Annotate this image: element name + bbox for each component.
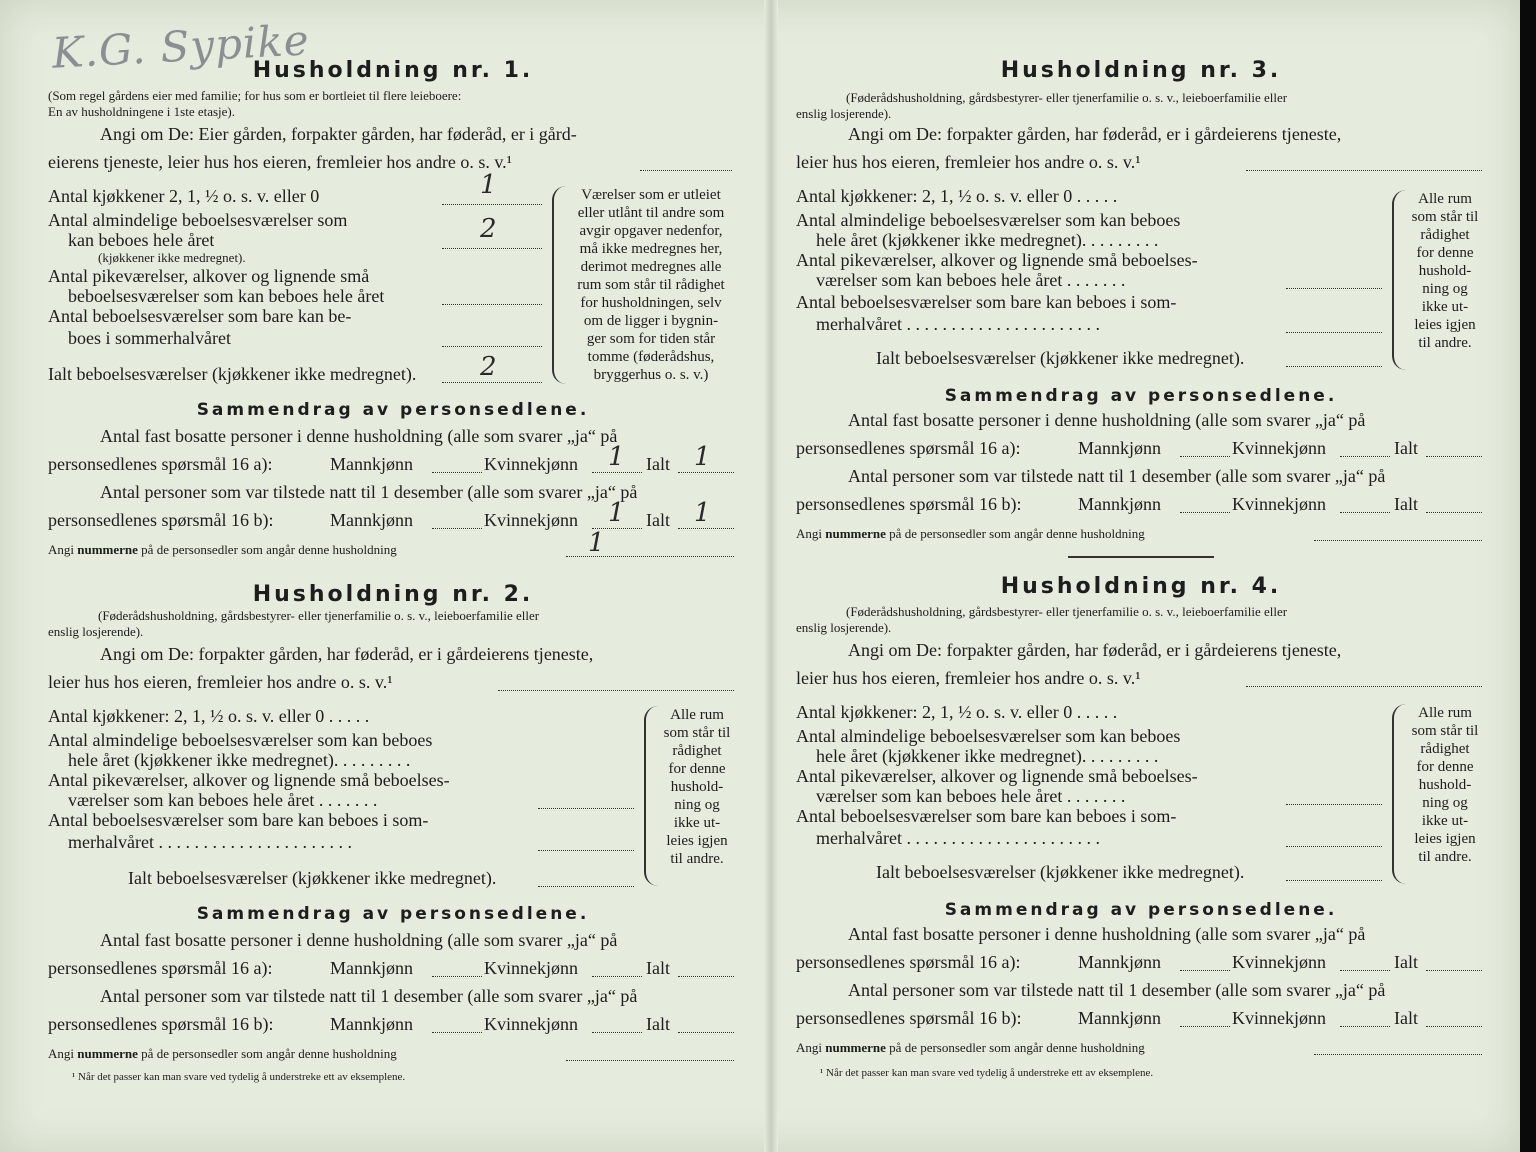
household-4-maid-line-1: Antal pikeværelser, alkover og lignende små beboelses- bbox=[796, 766, 1198, 786]
nummerne-prefix: Angi bbox=[796, 526, 822, 541]
side-note-line: Alle rum bbox=[1418, 191, 1472, 207]
household-1-q16a-ialt-answer: 1 bbox=[694, 442, 711, 472]
household-2-q16b-ialt-fill[interactable] bbox=[678, 1032, 734, 1033]
household-2-q16a-kvinne-label: Kvinnekjønn bbox=[484, 958, 578, 978]
household-3-q16a-line-1: Antal fast bosatte personer i denne husholdning (alle som svarer „ja“ på bbox=[848, 410, 1366, 430]
household-4-q16a-kvinne-label: Kvinnekjønn bbox=[1232, 952, 1326, 972]
side-note-line: ikke ut- bbox=[1421, 813, 1469, 829]
side-note-line: som står til bbox=[1411, 723, 1479, 739]
household-1-summer-fill[interactable] bbox=[442, 346, 542, 347]
household-2-angi-fill[interactable] bbox=[498, 690, 734, 691]
nummerne-bold: nummerne bbox=[825, 1040, 886, 1055]
household-2-q16a-line-2: personsedlenes spørsmål 16 a): bbox=[48, 958, 273, 978]
household-1-q16a-line-2: personsedlenes spørsmål 16 a): bbox=[48, 454, 273, 474]
household-4-q16b-line-2: personsedlenes spørsmål 16 b): bbox=[796, 1008, 1022, 1028]
nummerne-suffix: på de personsedler som angår denne husholdning bbox=[141, 1046, 397, 1061]
household-1-kitchens-answer: 1 bbox=[480, 170, 497, 200]
household-3-maid-line-2: værelser som kan beboes hele året . . . . . . . bbox=[816, 270, 1126, 290]
household-1-rooms-note: (kjøkkener ikke medregnet). bbox=[98, 250, 246, 265]
household-3-q16a-line-2: personsedlenes spørsmål 16 a): bbox=[796, 438, 1021, 458]
side-note-line: ikke ut- bbox=[673, 815, 721, 831]
household-2-summary-title: Sammendrag av personsedlene. bbox=[196, 904, 590, 924]
household-3-nummerne-fill[interactable] bbox=[1314, 540, 1482, 541]
household-3-note-line-1: (Føderådshusholdning, gårdsbestyrer- eller tjenerfamilie o. s. v., leieboerfamilie eller bbox=[846, 90, 1288, 105]
side-note-line: ger som for tiden står bbox=[586, 331, 716, 347]
household-2-q16a-mann-fill[interactable] bbox=[432, 976, 482, 977]
household-2-maid-line-1: Antal pikeværelser, alkover og lignende små beboelses- bbox=[48, 770, 450, 790]
household-4-title: Husholdning nr. 4. bbox=[1000, 574, 1282, 599]
side-note-line: ning og bbox=[1422, 281, 1468, 297]
household-2-q16b-ialt-label: Ialt bbox=[646, 1014, 670, 1034]
household-4-q16b-kvinne-fill[interactable] bbox=[1340, 1026, 1390, 1027]
household-2-angi-line-1: Angi om De: forpakter gården, har føderåd, er i gårdeierens tjeneste, bbox=[100, 644, 594, 664]
household-4-angi-line-2: leier hus hos eieren, fremleier hos andre o. s. v.¹ bbox=[796, 668, 1141, 688]
side-note-line: for denne bbox=[668, 761, 726, 777]
household-4-kitchens: Antal kjøkkener: 2, 1, ½ o. s. v. eller 0 . . . . . bbox=[796, 702, 1118, 722]
nummerne-bold: nummerne bbox=[77, 1046, 138, 1061]
nummerne-prefix: Angi bbox=[48, 1046, 74, 1061]
household-2-nummerne-fill[interactable] bbox=[566, 1060, 734, 1061]
side-note-line: om de ligger i bygnin- bbox=[583, 313, 719, 329]
household-4-q16a-ialt-label: Ialt bbox=[1394, 952, 1418, 972]
household-4-rooms-line-1: Antal almindelige beboelsesværelser som kan beboes bbox=[796, 726, 1181, 746]
household-1-angi-line-2: eierens tjeneste, leier hus hos eieren, fremleier hos andre o. s. v.¹ bbox=[48, 152, 513, 172]
handwritten-annotation: K.G. Sypike bbox=[50, 15, 311, 78]
household-2-summer-line-1: Antal beboelsesværelser som bare kan beboes i som- bbox=[48, 810, 429, 830]
household-1-total-fill[interactable] bbox=[442, 382, 542, 383]
household-2-rooms-line-1: Antal almindelige beboelsesværelser som kan beboes bbox=[48, 730, 433, 750]
household-3-q16b-line-2: personsedlenes spørsmål 16 b): bbox=[796, 494, 1022, 514]
household-4-q16a-mann-fill[interactable] bbox=[1180, 970, 1230, 971]
nummerne-suffix: på de personsedler som angår denne husholdning bbox=[889, 526, 1145, 541]
household-1-q16b-ialt-answer: 1 bbox=[694, 498, 711, 528]
household-1-rooms-fill[interactable] bbox=[442, 248, 542, 249]
household-1-total: Ialt beboelsesværelser (kjøkkener ikke medregnet). bbox=[48, 364, 417, 384]
household-4-q16a-ialt-fill[interactable] bbox=[1426, 970, 1482, 971]
household-3-q16a-mann-label: Mannkjønn bbox=[1078, 438, 1161, 458]
household-1-summer-line-1: Antal beboelsesværelser som bare kan be- bbox=[48, 306, 352, 326]
side-note-line: ning og bbox=[1422, 795, 1468, 811]
household-4-maid-line-2: værelser som kan beboes hele året . . . . . . . bbox=[816, 786, 1126, 806]
household-2-summer-line-2: merhalvåret . . . . . . . . . . . . . . . . . . . . . . bbox=[68, 832, 352, 852]
household-4-nummerne bbox=[796, 1040, 1145, 1056]
household-1-q16a-kvinne-fill[interactable] bbox=[592, 472, 642, 473]
household-4-q16a-line-2: personsedlenes spørsmål 16 a): bbox=[796, 952, 1021, 972]
household-3-q16a-mann-fill[interactable] bbox=[1180, 456, 1230, 457]
household-1-q16b-line-1: Antal personer som var tilstede natt til 1 desember (alle som svarer „ja“ på bbox=[100, 482, 638, 502]
side-note-line: rådighet bbox=[672, 743, 722, 759]
side-note-line: tomme (føderådshus, bbox=[587, 349, 715, 365]
household-2-angi-line-2: leier hus hos eieren, fremleier hos andre o. s. v.¹ bbox=[48, 672, 393, 692]
household-1-q16b-ialt-label: Ialt bbox=[646, 510, 670, 530]
household-1-q16b-kvinne-label: Kvinnekjønn bbox=[484, 510, 578, 530]
side-note-line: Alle rum bbox=[1418, 705, 1472, 721]
side-note-line: hushold- bbox=[1418, 777, 1472, 793]
household-3-maid-line-1: Antal pikeværelser, alkover og lignende små beboelses- bbox=[796, 250, 1198, 270]
household-2-rooms-line-2: hele året (kjøkkener ikke medregnet). . . . . . . . . bbox=[68, 750, 411, 770]
household-2-q16b-mann-label: Mannkjønn bbox=[330, 1014, 413, 1034]
household-1-rooms-line-1: Antal almindelige beboelsesværelser som bbox=[48, 210, 348, 230]
side-note-line: rådighet bbox=[1420, 741, 1470, 757]
household-4-q16b-ialt-label: Ialt bbox=[1394, 1008, 1418, 1028]
household-3-summer-line-1: Antal beboelsesværelser som bare kan beboes i som- bbox=[796, 292, 1177, 312]
side-note-line: derimot medregnes alle bbox=[580, 259, 722, 275]
household-4-summer-line-2: merhalvåret . . . . . . . . . . . . . . . . . . . . . . bbox=[816, 828, 1100, 848]
side-note-line: til andre. bbox=[670, 851, 724, 867]
household-4-rooms-line-2: hele året (kjøkkener ikke medregnet). . . . . . . . . bbox=[816, 746, 1159, 766]
side-note-line: avgir opgaver nedenfor, bbox=[579, 223, 723, 239]
household-3-q16a-ialt-label: Ialt bbox=[1394, 438, 1418, 458]
household-2-q16a-mann-label: Mannkjønn bbox=[330, 958, 413, 978]
household-2-side-note bbox=[644, 706, 738, 886]
household-1-rooms-answer: 2 bbox=[480, 214, 497, 244]
household-1-q16a-kvinne-answer: 1 bbox=[608, 442, 625, 472]
page-fold bbox=[764, 0, 778, 1152]
household-2-q16a-ialt-fill[interactable] bbox=[678, 976, 734, 977]
household-2-note-line-2: enslig losjerende). bbox=[48, 624, 144, 639]
household-3-q16b-ialt-label: Ialt bbox=[1394, 494, 1418, 514]
side-note-line: leies igjen bbox=[666, 833, 728, 849]
household-2-q16a-line-1: Antal fast bosatte personer i denne husholdning (alle som svarer „ja“ på bbox=[100, 930, 618, 950]
household-2-nummerne bbox=[48, 1046, 397, 1062]
footnote-right: ¹ Når det passer kan man svare ved tydelig å understreke ett av eksemplene. bbox=[820, 1067, 1154, 1079]
household-2-q16b-mann-fill[interactable] bbox=[432, 1032, 482, 1033]
household-1-q16a-line-1: Antal fast bosatte personer i denne husholdning (alle som svarer „ja“ på bbox=[100, 426, 618, 446]
household-2-note-line-1: (Føderådshusholdning, gårdsbestyrer- eller tjenerfamilie o. s. v., leieboerfamilie eller bbox=[98, 608, 540, 623]
household-3-note-line-2: enslig losjerende). bbox=[796, 106, 892, 121]
household-1-q16b-line-2: personsedlenes spørsmål 16 b): bbox=[48, 510, 274, 530]
household-1-q16a-mann-label: Mannkjønn bbox=[330, 454, 413, 474]
side-note-line: rådighet bbox=[1420, 227, 1470, 243]
household-1-q16b-mann-fill[interactable] bbox=[432, 528, 482, 529]
side-note-line: for husholdningen, selv bbox=[580, 295, 722, 311]
household-2-q16a-kvinne-fill[interactable] bbox=[592, 976, 642, 977]
household-3-total: Ialt beboelsesværelser (kjøkkener ikke medregnet). bbox=[876, 348, 1245, 368]
household-3-q16b-kvinne-label: Kvinnekjønn bbox=[1232, 494, 1326, 514]
household-1-total-answer: 2 bbox=[480, 352, 497, 382]
household-1-note-line-2: En av husholdningene i 1ste etasje). bbox=[48, 104, 236, 119]
household-3-q16b-ialt-fill[interactable] bbox=[1426, 512, 1482, 513]
household-1-summary-title: Sammendrag av personsedlene. bbox=[196, 400, 590, 420]
side-note-line: til andre. bbox=[1418, 335, 1472, 351]
household-3-rooms-line-2: hele året (kjøkkener ikke medregnet). . . . . . . . . bbox=[816, 230, 1159, 250]
side-note-line: for denne bbox=[1416, 245, 1474, 261]
household-2-total-fill[interactable] bbox=[538, 886, 634, 887]
household-1-summer-line-2: boes i sommerhalvåret bbox=[68, 328, 231, 348]
household-4-note-line-2: enslig losjerende). bbox=[796, 620, 892, 635]
nummerne-bold: nummerne bbox=[825, 526, 886, 541]
household-3-q16b-kvinne-fill[interactable] bbox=[1340, 512, 1390, 513]
household-1-maid-fill[interactable] bbox=[442, 304, 542, 305]
household-1-angi-line-1: Angi om De: Eier gården, forpakter gården, har føderåd, er i gård- bbox=[100, 124, 577, 144]
household-4-total-fill[interactable] bbox=[1286, 880, 1382, 881]
household-2-kitchens: Antal kjøkkener: 2, 1, ½ o. s. v. eller 0 . . . . . bbox=[48, 706, 370, 726]
household-4-q16b-ialt-fill[interactable] bbox=[1426, 1026, 1482, 1027]
household-4-q16a-mann-label: Mannkjønn bbox=[1078, 952, 1161, 972]
household-1-side-note bbox=[552, 186, 738, 384]
nummerne-prefix: Angi bbox=[48, 542, 74, 557]
household-2-maid-fill[interactable] bbox=[538, 808, 634, 809]
household-3-summer-line-2: merhalvåret . . . . . . . . . . . . . . . . . . . . . . bbox=[816, 314, 1100, 334]
household-4-q16b-line-1: Antal personer som var tilstede natt til 1 desember (alle som svarer „ja“ på bbox=[848, 980, 1386, 1000]
section-divider bbox=[1068, 556, 1214, 558]
household-1-angi-fill[interactable] bbox=[640, 170, 732, 171]
household-1-q16a-ialt-label: Ialt bbox=[646, 454, 670, 474]
household-4-total: Ialt beboelsesværelser (kjøkkener ikke medregnet). bbox=[876, 862, 1245, 882]
household-3-angi-fill[interactable] bbox=[1246, 170, 1482, 171]
household-1-maid-line-2: beboelsesværelser som kan beboes hele året bbox=[68, 286, 385, 306]
household-1-q16b-ialt-fill[interactable] bbox=[678, 528, 734, 529]
household-3-angi-line-1: Angi om De: forpakter gården, har føderåd, er i gårdeierens tjeneste, bbox=[848, 124, 1342, 144]
household-4-maid-fill[interactable] bbox=[1286, 804, 1382, 805]
footnote-left: ¹ Når det passer kan man svare ved tydelig å understreke ett av eksemplene. bbox=[72, 1071, 406, 1083]
side-note-line: til andre. bbox=[1418, 849, 1472, 865]
side-note-line: eller utlånt til andre som bbox=[577, 205, 725, 221]
household-1-q16a-mann-fill[interactable] bbox=[432, 472, 482, 473]
household-3-kitchens: Antal kjøkkener: 2, 1, ½ o. s. v. eller 0 . . . . . bbox=[796, 186, 1118, 206]
household-3-side-note bbox=[1392, 190, 1486, 370]
side-note-line: som står til bbox=[1411, 209, 1479, 225]
household-4-q16b-mann-label: Mannkjønn bbox=[1078, 1008, 1161, 1028]
side-note-line: hushold- bbox=[670, 779, 724, 795]
household-1-q16b-mann-label: Mannkjønn bbox=[330, 510, 413, 530]
household-3-q16a-kvinne-label: Kvinnekjønn bbox=[1232, 438, 1326, 458]
household-1-q16b-kvinne-answer: 1 bbox=[608, 498, 625, 528]
side-note-line: som står til bbox=[663, 725, 731, 741]
household-2-title: Husholdning nr. 2. bbox=[252, 582, 534, 607]
household-1-kitchens-fill[interactable] bbox=[442, 204, 542, 205]
side-note-line: hushold- bbox=[1418, 263, 1472, 279]
side-note-line: må ikke medregnes her, bbox=[579, 241, 723, 257]
household-2-summer-fill[interactable] bbox=[538, 850, 634, 851]
household-3-total-fill[interactable] bbox=[1286, 366, 1382, 367]
side-note-line: rum som står til rådighet bbox=[577, 277, 725, 293]
nummerne-prefix: Angi bbox=[796, 1040, 822, 1055]
household-4-summer-line-1: Antal beboelsesværelser som bare kan beboes i som- bbox=[796, 806, 1177, 826]
household-1-kitchens: Antal kjøkkener 2, 1, ½ o. s. v. eller 0 bbox=[48, 186, 320, 206]
household-4-q16b-kvinne-label: Kvinnekjønn bbox=[1232, 1008, 1326, 1028]
household-1-nummerne bbox=[48, 542, 397, 558]
household-4-side-note bbox=[1392, 704, 1486, 884]
household-3-rooms-line-1: Antal almindelige beboelsesværelser som kan beboes bbox=[796, 210, 1181, 230]
household-2-maid-line-2: værelser som kan beboes hele året . . . . . . . bbox=[68, 790, 378, 810]
household-4-summer-fill[interactable] bbox=[1286, 846, 1382, 847]
household-3-summer-fill[interactable] bbox=[1286, 332, 1382, 333]
household-2-q16b-line-2: personsedlenes spørsmål 16 b): bbox=[48, 1014, 274, 1034]
household-3-summary-title: Sammendrag av personsedlene. bbox=[944, 386, 1338, 406]
household-1-nummerne-answer: 1 bbox=[588, 528, 605, 558]
household-1-q16a-kvinne-label: Kvinnekjønn bbox=[484, 454, 578, 474]
household-1-maid-line-1: Antal pikeværelser, alkover og lignende små bbox=[48, 266, 370, 286]
household-3-q16b-line-1: Antal personer som var tilstede natt til 1 desember (alle som svarer „ja“ på bbox=[848, 466, 1386, 486]
household-4-summary-title: Sammendrag av personsedlene. bbox=[944, 900, 1338, 920]
side-note-line: Værelser som er utleiet bbox=[581, 187, 721, 203]
household-4-q16a-kvinne-fill[interactable] bbox=[1340, 970, 1390, 971]
household-1-rooms-line-2: kan beboes hele året bbox=[68, 230, 215, 250]
household-4-nummerne-fill[interactable] bbox=[1314, 1054, 1482, 1055]
household-4-q16b-mann-fill[interactable] bbox=[1180, 1026, 1230, 1027]
side-note-line: leies igjen bbox=[1414, 317, 1476, 333]
household-3-q16b-mann-label: Mannkjønn bbox=[1078, 494, 1161, 514]
household-2-total: Ialt beboelsesværelser (kjøkkener ikke medregnet). bbox=[128, 868, 497, 888]
household-1-note-line-1: (Som regel gårdens eier med familie; for hus som er bortleiet til flere leieboere: bbox=[48, 88, 462, 103]
household-1-title: Husholdning nr. 1. bbox=[252, 58, 534, 83]
household-2-q16b-line-1: Antal personer som var tilstede natt til 1 desember (alle som svarer „ja“ på bbox=[100, 986, 638, 1006]
household-2-q16a-ialt-label: Ialt bbox=[646, 958, 670, 978]
side-note-line: bryggerhus o. s. v.) bbox=[593, 367, 709, 383]
side-note-line: ning og bbox=[674, 797, 720, 813]
side-note-line: for denne bbox=[1416, 759, 1474, 775]
household-4-q16a-line-1: Antal fast bosatte personer i denne husholdning (alle som svarer „ja“ på bbox=[848, 924, 1366, 944]
household-4-angi-line-1: Angi om De: forpakter gården, har føderåd, er i gårdeierens tjeneste, bbox=[848, 640, 1342, 660]
household-2-q16b-kvinne-label: Kvinnekjønn bbox=[484, 1014, 578, 1034]
household-3-q16b-mann-fill[interactable] bbox=[1180, 512, 1230, 513]
household-3-angi-line-2: leier hus hos eieren, fremleier hos andre o. s. v.¹ bbox=[796, 152, 1141, 172]
nummerne-suffix: på de personsedler som angår denne husholdning bbox=[141, 542, 397, 557]
side-note-line: ikke ut- bbox=[1421, 299, 1469, 315]
household-1-q16a-ialt-fill[interactable] bbox=[678, 472, 734, 473]
household-4-note-line-1: (Føderådshusholdning, gårdsbestyrer- eller tjenerfamilie o. s. v., leieboerfamilie eller bbox=[846, 604, 1288, 619]
side-note-line: Alle rum bbox=[670, 707, 724, 723]
household-3-title: Husholdning nr. 3. bbox=[1000, 58, 1282, 83]
household-2-q16b-kvinne-fill[interactable] bbox=[592, 1032, 642, 1033]
household-3-q16a-kvinne-fill[interactable] bbox=[1340, 456, 1390, 457]
side-note-line: leies igjen bbox=[1414, 831, 1476, 847]
nummerne-bold: nummerne bbox=[77, 542, 138, 557]
household-3-maid-fill[interactable] bbox=[1286, 288, 1382, 289]
nummerne-suffix: på de personsedler som angår denne husholdning bbox=[889, 1040, 1145, 1055]
household-3-q16a-ialt-fill[interactable] bbox=[1426, 456, 1482, 457]
household-3-nummerne bbox=[796, 526, 1145, 542]
household-4-angi-fill[interactable] bbox=[1246, 686, 1482, 687]
